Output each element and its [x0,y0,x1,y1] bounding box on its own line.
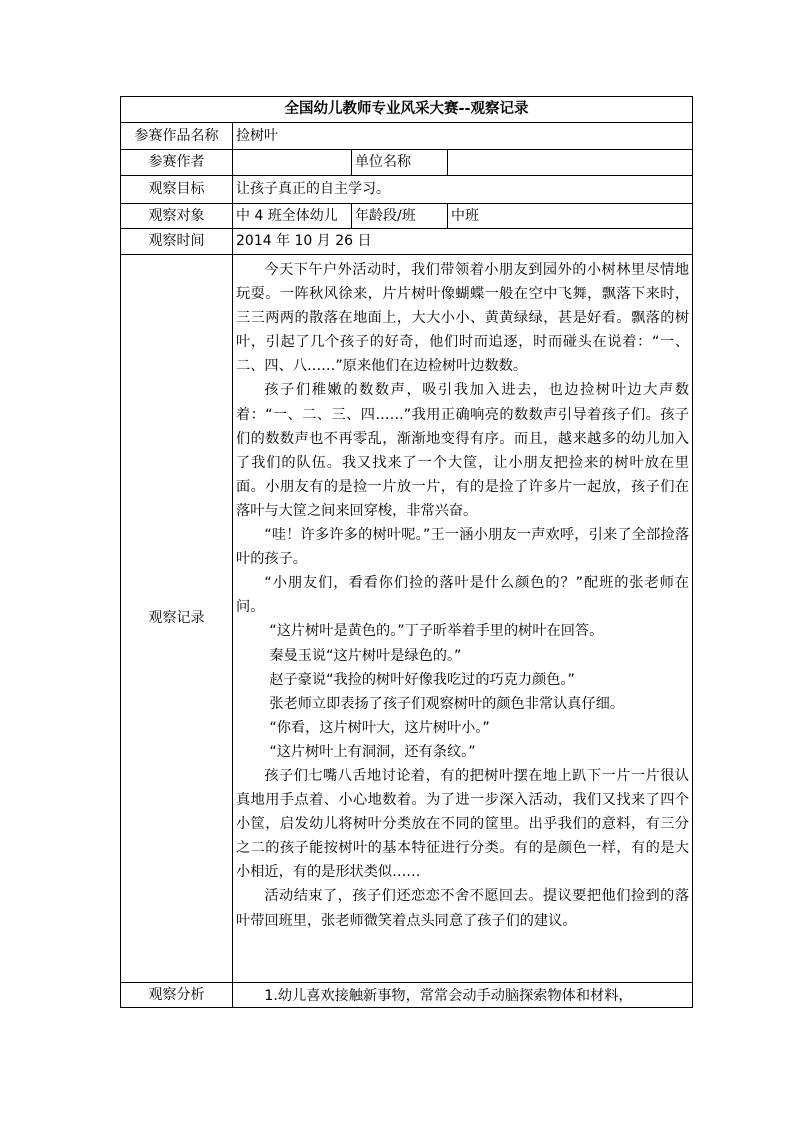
work-name-label: 参赛作品名称 [121,123,233,150]
analysis-row [121,983,693,1008]
title-row [121,97,693,123]
record-paragraph: 今天下午户外活动时，我们带领着小朋友到园外的小树林里尽情地玩耍。一阵秋风徐来，片片树叶像蝴蝶一般在空中飞舞，飘落下来时，三三两两的散落在地面上，大大小小、黄黄绿绿，甚是好看。飘落的树叶，引起了几个孩子的好奇，他们时而追逐，时而碰头在说着：“一、二、四、八……”原来他们在边检树叶边数数。 [236,262,690,375]
time-value: 2014 年 10 月 26 日 [233,229,693,255]
record-content [233,255,693,983]
analysis-paragraph: 1.幼儿喜欢接触新事物，常常会动手动脑探索物体和材料， [264,988,633,1004]
record-paragraph: 活动结束了，孩子们还恋恋不舍不愿回去。提议要把他们捡到的落叶带回班里，张老师微笑着点头同意了孩子们的建议。 [236,888,690,929]
time-label: 观察时间 [121,229,233,255]
goal-label: 观察目标 [121,176,233,204]
analysis-label: 观察分析 [121,983,233,1008]
record-dialog-line: “这片树叶上有洞洞，还有条纹。” [269,743,476,760]
form-title: 全国幼儿教师专业风采大赛--观察记录 [121,97,693,123]
analysis-content [233,983,693,1008]
record-dialog-line: 秦曼玉说“这片树叶是绿色的。” [269,647,462,664]
record-paragraph: 孩子们稚嫩的数数声，吸引我加入进去，也边捡树叶边大声数着：“一、二、三、四……”我用正确响亮的数数声引导着孩子们。孩子们的数数声也不再零乱，渐渐地变得有序。而且，越来越多的幼儿加入了我们的队伍。我又找来了一个大筐，让小朋友把捡来的树叶放在里面。小朋友有的是捡一片放一片，有的是捡了许多片一起放，孩子们在落叶与大筐之间来回穿梭，非常兴奋。 [236,382,690,519]
unit-label: 单位名称 [352,150,448,176]
record-paragraph: 孩子们七嘴八舌地讨论着，有的把树叶摆在地上趴下一片一片很认真地用手点着、小心地数着。为了进一步深入活动，我们又找来了四个小筐，启发幼儿将树叶分类放在不同的筐里。出乎我们的意料，有三分之二的孩子能按树叶的基本特征进行分类。有的是颜色一样，有的是大小相近，有的是形状类似…… [236,767,690,881]
record-dialog-line: “这片树叶是黄色的。”丁子昕举着手里的树叶在回答。 [269,623,604,640]
age-class-label: 年龄段/班 [352,204,448,229]
target-value: 中 4 班全体幼儿 [233,204,352,229]
record-dialog-line: “你看，这片树叶大，这片树叶小。” [269,719,490,736]
author-row [121,150,693,176]
unit-value [448,150,693,176]
work-name-value: 捡树叶 [233,123,693,150]
work-name-row [121,123,693,150]
observation-record-table [120,96,693,1008]
record-row [121,255,693,983]
record-paragraph: “哇！许多许多的树叶呢。”王一涵小朋友一声欢呼，引来了全部捡落叶的孩子。 [236,527,690,568]
target-label: 观察对象 [121,204,233,229]
goal-value: 让孩子真正的自主学习。 [233,176,693,204]
record-label: 观察记录 [121,255,233,983]
author-label: 参赛作者 [121,150,233,176]
time-row [121,229,693,255]
record-dialog-line: 赵子豪说“我捡的树叶好像我吃过的巧克力颜色。” [269,671,575,688]
goal-row [121,176,693,204]
record-paragraph: “小朋友们，看看你们捡的落叶是什么颜色的？”配班的张老师在问。 [236,575,690,616]
age-class-value: 中班 [448,204,693,229]
author-value [233,150,352,176]
target-row [121,204,693,229]
record-dialog-line: 张老师立即表扬了孩子们观察树叶的颜色非常认真仔细。 [269,695,625,712]
